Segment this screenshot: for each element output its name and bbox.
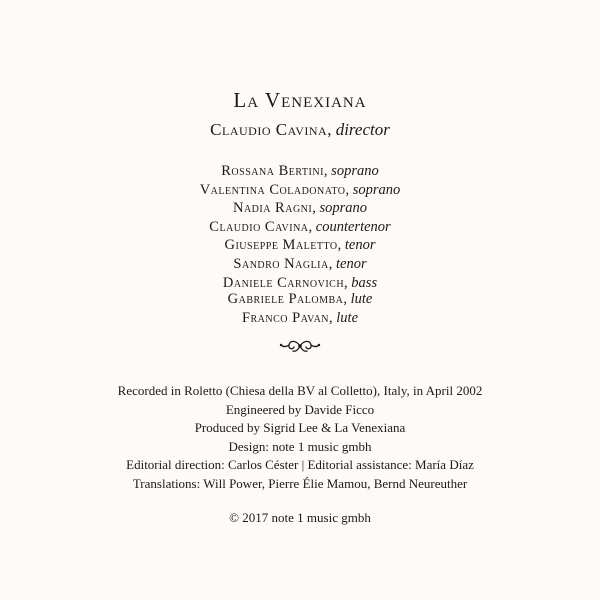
performer-row: Nadia Ragni, soprano (232, 200, 368, 217)
credit-line: Editorial direction: Carlos Céster | Editorial assistance: María Díaz (126, 457, 474, 473)
director-separator: , (327, 120, 336, 139)
performer-row: Valentina Coladonato, soprano (199, 181, 401, 198)
performer-row: Claudio Cavina, countertenor (209, 218, 391, 235)
lutenist-list (0, 290, 600, 327)
performer-voice: soprano (319, 200, 368, 217)
lutenist-row: Gabriele Palomba, lute (227, 291, 373, 307)
performer-row: Sandro Naglia, tenor (233, 255, 367, 272)
director-role: director (335, 120, 390, 139)
credit-line: Design: note 1 music gmbh (228, 438, 372, 454)
performer-row: Daniele Carnovich, bass (222, 274, 378, 291)
performer-name: Claudio Cavina (209, 218, 309, 235)
performer-voice: tenor (344, 237, 376, 254)
performer-row: Rossana Bertini, soprano (221, 163, 379, 179)
performer-name: Valentina Coladonato (199, 181, 346, 198)
credit-line: Engineered by Davide Ficco (225, 401, 375, 417)
fleuron-svg (278, 338, 322, 354)
credit-line: Recorded in Roletto (Chiesa della BV al Colletto), Italy, in April 2002 (117, 383, 483, 398)
lutenist-instrument: lute (336, 309, 359, 326)
credit-line: Translations: Will Power, Pierre Élie Mamou, Bernd Neureuther (132, 475, 468, 491)
copyright-notice: © 2017 note 1 music gmbh (229, 510, 371, 525)
director-name: Claudio Cavina (210, 120, 328, 139)
performer-name: Sandro Naglia (233, 255, 329, 272)
performer-voice: soprano (352, 181, 401, 198)
ensemble-title: La Venexiana (233, 88, 367, 112)
performer-voice: countertenor (315, 218, 391, 235)
lutenist-name: Franco Pavan (241, 309, 330, 326)
performer-name: Giuseppe Maletto (224, 237, 338, 254)
performer-row: Giuseppe Maletto, tenor (224, 237, 376, 254)
fleuron-ornament-icon (0, 338, 600, 358)
lutenist-row: Franco Pavan, lute (241, 309, 359, 326)
performer-list (0, 162, 600, 292)
performer-name: Rossana Bertini (221, 163, 324, 179)
lutenist-instrument: lute (350, 291, 373, 307)
credit-line: Produced by Sigrid Lee & La Venexiana (194, 420, 406, 436)
performer-voice: bass (351, 274, 378, 291)
performer-voice: soprano (331, 163, 379, 179)
performer-name: Daniele Carnovich (222, 274, 345, 291)
performer-voice: tenor (335, 255, 367, 272)
production-credits (0, 382, 600, 494)
performer-name: Nadia Ragni (232, 200, 313, 217)
lutenist-name: Gabriele Palomba (227, 291, 344, 307)
director-line (0, 120, 600, 140)
